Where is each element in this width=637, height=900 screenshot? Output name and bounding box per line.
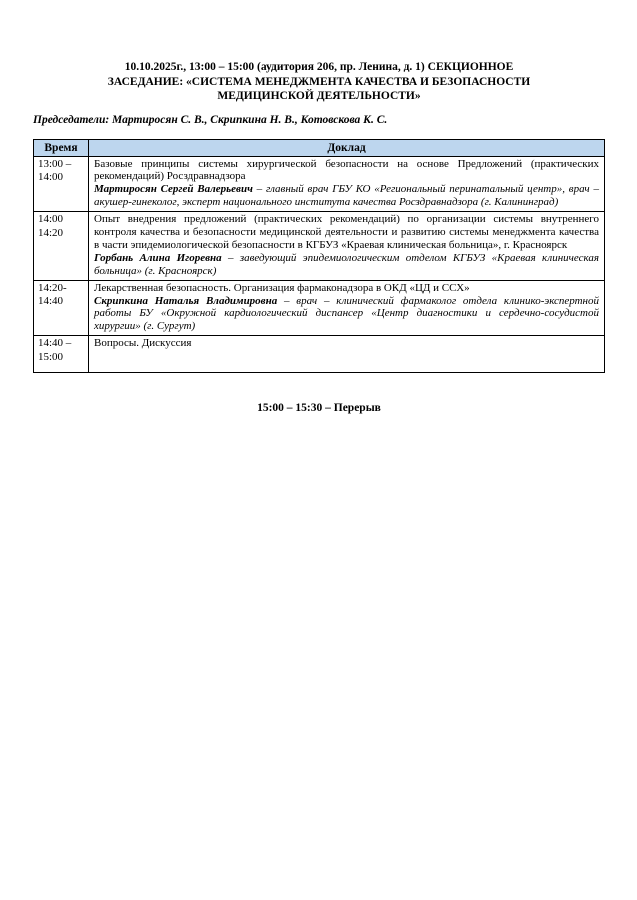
speaker-info: – врач – клинический фармаколог отдела клинико-экспертной работы БУ «Окружной кардиологический диспансер «Центр диагностики и сердечно-сосудистой хирургии» (г. Сургут) xyxy=(94,294,599,333)
report-cell xyxy=(89,280,605,336)
time-start: 14:40 – xyxy=(38,337,72,350)
report-cell xyxy=(89,212,605,281)
table-row xyxy=(34,280,605,336)
time-cell xyxy=(34,280,89,336)
chairs-line: Председатели: Мартиросян С. В., Скрипкина Н. В., Котовскова К. С. xyxy=(33,113,388,126)
time-start: 13:00 – xyxy=(38,157,72,170)
table-row xyxy=(34,336,605,373)
speaker-name: Скрипкина Наталья Владимировна xyxy=(94,294,278,307)
time-cell xyxy=(34,212,89,281)
document-page xyxy=(33,60,605,414)
time-end: 14:40 xyxy=(38,295,64,308)
time-end: 14:20 xyxy=(38,226,64,239)
report-topic: Базовые принципы системы хирургической безопасности на основе Предложений (практических рекомендаций) Росздравнадзора xyxy=(94,157,599,183)
session-title-line-3: МЕДИЦИНСКОЙ ДЕЯТЕЛЬНОСТИ» xyxy=(217,90,421,102)
time-cell xyxy=(34,336,89,373)
table-row xyxy=(34,212,605,281)
table-header-row xyxy=(34,139,605,156)
report-topic: Лекарственная безопасность. Организация фармаконадзора в ОКД «ЦД и ССХ» xyxy=(94,281,470,294)
table-row xyxy=(34,156,605,212)
speaker-info: – заведующий эпидемиологическим отделом КГБУЗ «Краевая клиническая больница» (г. Красноярск) xyxy=(94,251,600,277)
time-cell xyxy=(34,156,89,212)
speaker-info: – главный врач ГБУ КО «Региональный перинатальный центр», врач – акушер-гинеколог, эксперт национального института качества Росздравнадзора (г. Калининград) xyxy=(94,183,599,209)
report-cell xyxy=(89,336,605,373)
time-end: 15:00 xyxy=(38,350,64,363)
speaker-name: Мартиросян Сергей Валерьевич xyxy=(94,183,253,196)
time-start: 14:00 xyxy=(38,213,64,226)
report-cell xyxy=(89,156,605,212)
break-note: 15:00 – 15:30 – Перерыв xyxy=(257,402,381,415)
speaker-name: Горбань Алина Игоревна xyxy=(94,251,222,264)
session-title-line-1: 10.10.2025г., 13:00 – 15:00 (аудитория 206, пр. Ленина, д. 1) СЕКЦИОННОЕ xyxy=(124,61,514,73)
program-table xyxy=(33,139,605,374)
report-speaker xyxy=(94,252,599,278)
time-start: 14:20- xyxy=(38,281,67,294)
column-header-time: Время xyxy=(34,139,89,156)
report-speaker xyxy=(94,295,599,334)
session-title xyxy=(33,60,605,104)
time-end: 14:00 xyxy=(38,171,64,183)
report-topic: Опыт внедрения предложений (практических рекомендаций) по организации системы внутреннего контроля качества и безопасности медицинской деятельности и развитию системы менеджмента качества в части эпидемиологической безопасности в КГБУЗ «Краевая клиническая больница», г. Красноярск xyxy=(94,213,599,251)
session-title-line-2: ЗАСЕДАНИЕ: «СИСТЕМА МЕНЕДЖМЕНТА КАЧЕСТВА И БЕЗОПАСНОСТИ xyxy=(107,75,531,88)
column-header-report: Доклад xyxy=(89,139,605,156)
report-topic: Вопросы. Дискуссия xyxy=(94,337,192,350)
report-speaker xyxy=(94,183,599,209)
